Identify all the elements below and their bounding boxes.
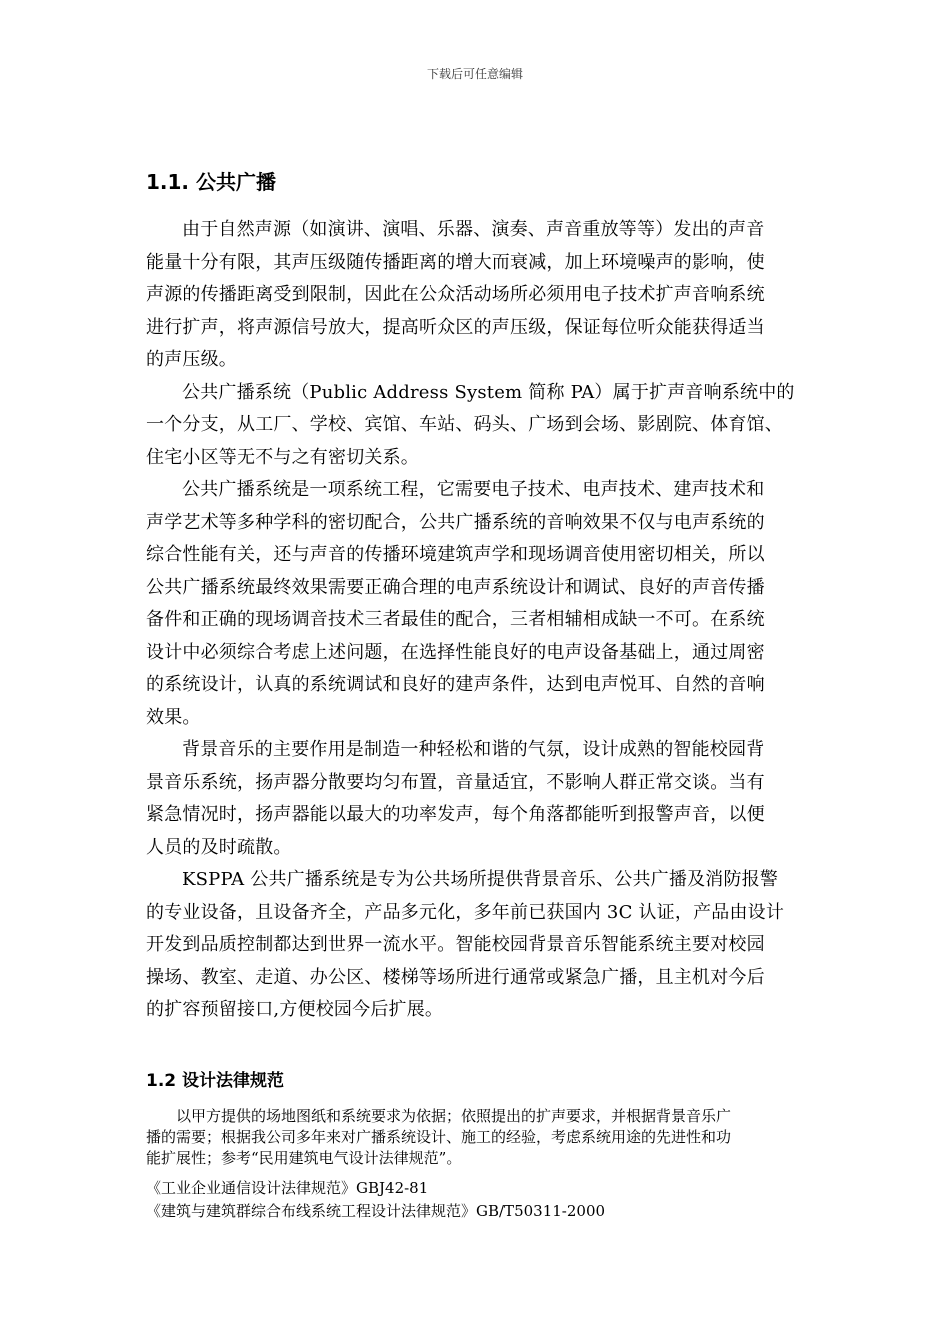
paragraph-design-basis	[146, 1106, 826, 1169]
paragraph-line: 操场、教室、走道、办公区、楼梯等场所进行通常或紧急广播，且主机对今后	[146, 966, 765, 988]
paragraph-line: 开发到品质控制都达到世界一流水平。智能校园背景音乐智能系统主要对校园	[146, 934, 765, 955]
paragraph-system-engineering	[146, 474, 826, 734]
paragraph-background-music	[146, 734, 826, 864]
paragraph-line: 声源的传播距离受到限制，因此在公众活动场所必须用电子技术扩声音响系统	[146, 284, 765, 305]
paragraph-line: 的专业设备，且设备齐全，产品多元化，多年前已获国内 3C 认证，产品由设计	[146, 901, 785, 923]
reference-item: 《建筑与建筑群综合布线系统工程设计法律规范》GB/T50311-2000	[146, 1202, 606, 1220]
paragraph-line: 效果。	[146, 706, 201, 728]
section-heading-design-standards: 1.2 设计法律规范	[146, 1071, 285, 1091]
paragraph-line: 由于自然声源（如演讲、演唱、乐器、演奏、声音重放等等）发出的声音	[182, 219, 765, 240]
paragraph-ksppa-system	[146, 864, 826, 1027]
paragraph-line: 声学艺术等多种学科的密切配合，公共广播系统的音响效果不仅与电声系统的	[146, 511, 765, 533]
paragraph-line: 的声压级。	[146, 349, 237, 370]
reference-item: 《工业企业通信设计法律规范》GBJ42-81	[146, 1179, 429, 1197]
paragraph-line: 紧急情况时，扬声器能以最大的功率发声，每个角落都能听到报警声音，以便	[146, 804, 765, 825]
paragraph-line: 人员的及时疏散。	[146, 836, 292, 858]
paragraph-line: KSPPA 公共广播系统是专为公共场所提供背景音乐、公共广播及消防报警	[182, 869, 779, 890]
paragraph-line: 备件和正确的现场调音技术三者最佳的配合，三者相辅相成缺一不可。在系统	[146, 609, 765, 630]
paragraph-pa-system	[146, 377, 826, 475]
paragraph-line: 能量十分有限，其声压级随传播距离的增大而衰减，加上环境噪声的影响，使	[146, 251, 765, 273]
paragraph-natural-sound-source	[146, 214, 826, 377]
paragraph-line: 播的需要；根据我公司多年来对广播系统设计、施工的经验，考虑系统用途的先进性和功	[146, 1128, 732, 1146]
paragraph-line: 进行扩声，将声源信号放大，提高听众区的声压级，保证每位听众能获得适当	[146, 316, 765, 338]
paragraph-line: 公共广播系统最终效果需要正确合理的电声系统设计和调试、良好的声音传播	[146, 576, 765, 598]
paragraph-line: 公共广播系统（Public Address System 简称 PA）属于扩声音响系统中的	[182, 381, 795, 403]
reference-list	[146, 1177, 826, 1223]
running-header: 下载后可任意编辑	[426, 67, 523, 81]
paragraph-line: 的扩容预留接口,方便校园今后扩展。	[146, 999, 444, 1020]
paragraph-line: 综合性能有关，还与声音的传播环境建筑声学和现场调音使用密切相关，所以	[146, 544, 765, 565]
paragraph-line: 设计中必须综合考虑上述问题，在选择性能良好的电声设备基础上，通过周密	[146, 641, 765, 663]
paragraph-line: 能扩展性；参考“民用建筑电气设计法律规范”。	[146, 1149, 462, 1167]
paragraph-line: 的系统设计，认真的系统调试和良好的建声条件，达到电声悦耳、自然的音响	[146, 674, 765, 695]
section-body-design-standards	[146, 1106, 826, 1169]
paragraph-line: 住宅小区等无不与之有密切关系。	[146, 446, 419, 468]
paragraph-line: 背景音乐的主要作用是制造一种轻松和谐的气氛，设计成熟的智能校园背	[182, 739, 765, 760]
paragraph-line: 公共广播系统是一项系统工程，它需要电子技术、电声技术、建声技术和	[182, 479, 765, 500]
section-body-public-broadcast	[146, 214, 826, 1027]
paragraph-line: 景音乐系统，扬声器分散要均匀布置，音量适宜，不影响人群正常交谈。当有	[146, 771, 765, 793]
paragraph-line: 一个分支，从工厂、学校、宾馆、车站、码头、广场到会场、影剧院、体育馆、	[146, 414, 783, 435]
section-heading-public-broadcast: 1.1. 公共广播	[146, 170, 276, 194]
paragraph-line: 以甲方提供的场地图纸和系统要求为依据；依照提出的扩声要求，并根据背景音乐广	[176, 1107, 732, 1125]
